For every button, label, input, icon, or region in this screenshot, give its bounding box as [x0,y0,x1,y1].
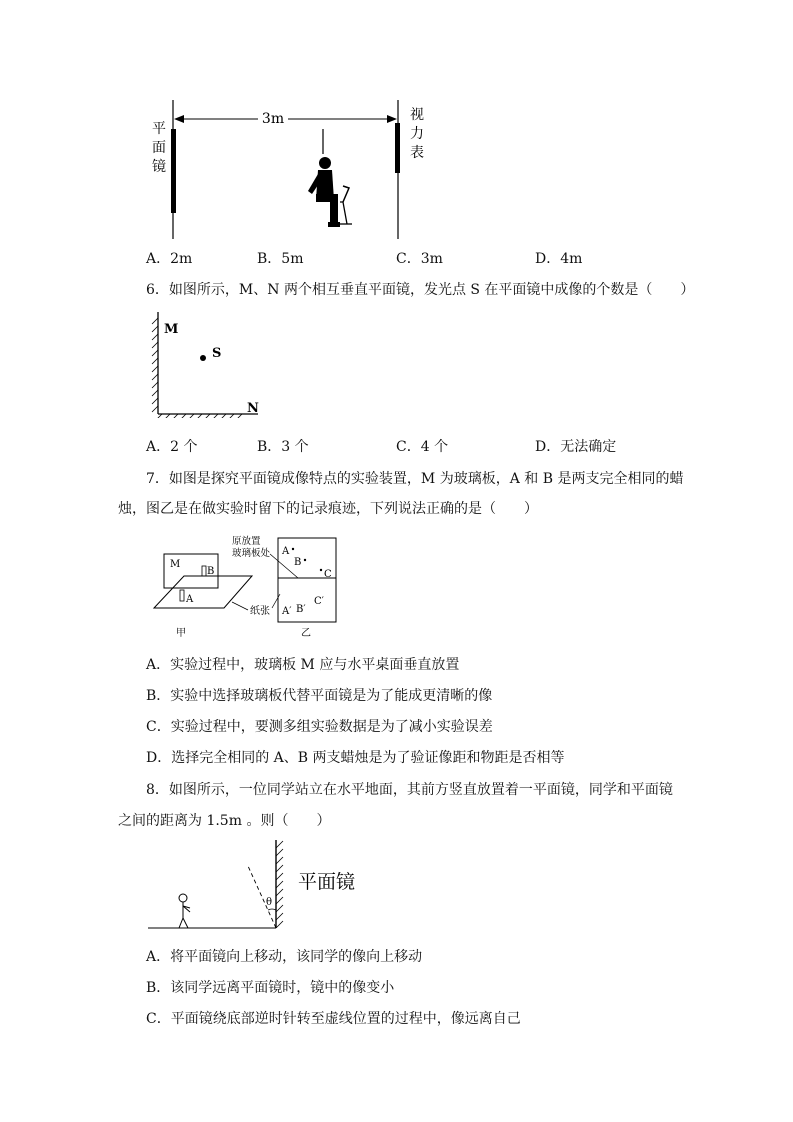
candle-b-label: B [207,566,215,577]
paper-label: 纸张 [250,606,270,617]
chart-label-1: 视 [410,107,424,123]
q5-option-d[interactable]: D．4m [535,251,583,267]
mirror-title-label: 平面镜 [298,871,356,893]
q6-option-c[interactable]: C．4 个 [396,439,449,455]
point-b-prime: B′ [296,604,306,615]
q7-option-d[interactable]: D．选择完全相同的 A、B 两支蜡烛是为了验证像距和物距是否相等 [146,750,565,766]
point-s-label: S [212,346,222,361]
q7-stem-line1: 7．如图是探究平面镜成像特点的实验装置，M 为玻璃板，A 和 B 是两支完全相同的蜡 [146,471,684,487]
point-b: B [294,557,302,568]
fig-yi-label: 乙 [301,628,311,639]
glass-m-label: M [170,559,181,570]
q7-stem-line2: 烛，图乙是在做实验时留下的记录痕迹，下列说法正确的是（ ） [118,501,538,517]
glass-position-label-1: 原放置 [232,536,261,547]
q6-option-b[interactable]: B．3 个 [257,439,309,455]
point-a: A [282,546,290,557]
q8-option-a[interactable]: A．将平面镜向上移动，该同学的像向上移动 [146,949,423,965]
q6-stem: 6．如图所示，M、N 两个相互垂直平面镜，发光点 S 在平面镜中成像的个数是（ ） [146,282,695,298]
q6-option-d[interactable]: D．无法确定 [535,439,617,455]
mirror-m-label: M [164,322,179,337]
student-figure-icon [179,894,190,928]
q5-option-b[interactable]: B．5m [257,251,304,267]
mirror-label-1: 平 [152,121,166,137]
q8-option-c[interactable]: C．平面镜绕底部逆时针转至虚线位置的过程中，像远离自己 [146,1011,521,1027]
theta-label: θ [266,897,273,908]
chart-label-2: 力 [410,126,424,142]
eye-chart-figure [140,96,440,246]
q5-option-c[interactable]: C．3m [396,251,443,267]
light-point-s [200,355,206,361]
perpendicular-mirrors-figure [148,310,268,418]
arrow-head-left [174,115,184,123]
fig-jia-label: 甲 [176,628,186,639]
point-c: C [324,569,332,580]
q8-option-b[interactable]: B．该同学远离平面镜时，镜中的像变小 [146,980,395,996]
paper-sheet [154,576,252,608]
paper-pointer-right [272,594,280,608]
q8-stem-line1: 8．如图所示，一位同学站立在水平地面，其前方竖直放置着一平面镜，同学和平面镜 [146,782,673,798]
arrow-head-right [387,115,397,123]
q7-option-b[interactable]: B．实验中选择玻璃板代替平面镜是为了能成更清晰的像 [146,688,493,704]
candle-b [202,566,206,576]
seated-person-icon [308,129,352,227]
standing-mirror-figure [146,838,376,934]
mirror-m-hatching [152,318,158,412]
distance-label: 3m [261,111,285,127]
q7-option-a[interactable]: A．实验过程中，玻璃板 M 应与水平桌面垂直放置 [146,657,460,673]
candle-experiment-figure [148,532,348,640]
glass-position-label-2: 玻璃板处 [232,548,271,559]
q6-option-a[interactable]: A．2 个 [146,439,198,455]
candle-a [180,590,184,601]
paper-pointer-left [232,602,248,610]
q5-option-a[interactable]: A．2m [146,251,193,267]
point-a-prime: A′ [282,606,292,617]
mirror-n-label: N [247,401,259,416]
mirror-bar [171,129,176,213]
chart-bar [395,123,400,173]
q7-option-c[interactable]: C．实验过程中，要测多组实验数据是为了减小实验误差 [146,719,493,735]
mirror-label-3: 镜 [152,159,166,175]
mirror-label-2: 面 [152,140,166,156]
mirror-hatching [276,841,283,928]
chart-label-3: 表 [410,145,424,161]
q8-stem-line2: 之间的距离为 1.5m 。则（ ） [118,813,331,829]
point-c-prime: C′ [314,596,324,607]
candle-a-label: A [186,594,194,605]
